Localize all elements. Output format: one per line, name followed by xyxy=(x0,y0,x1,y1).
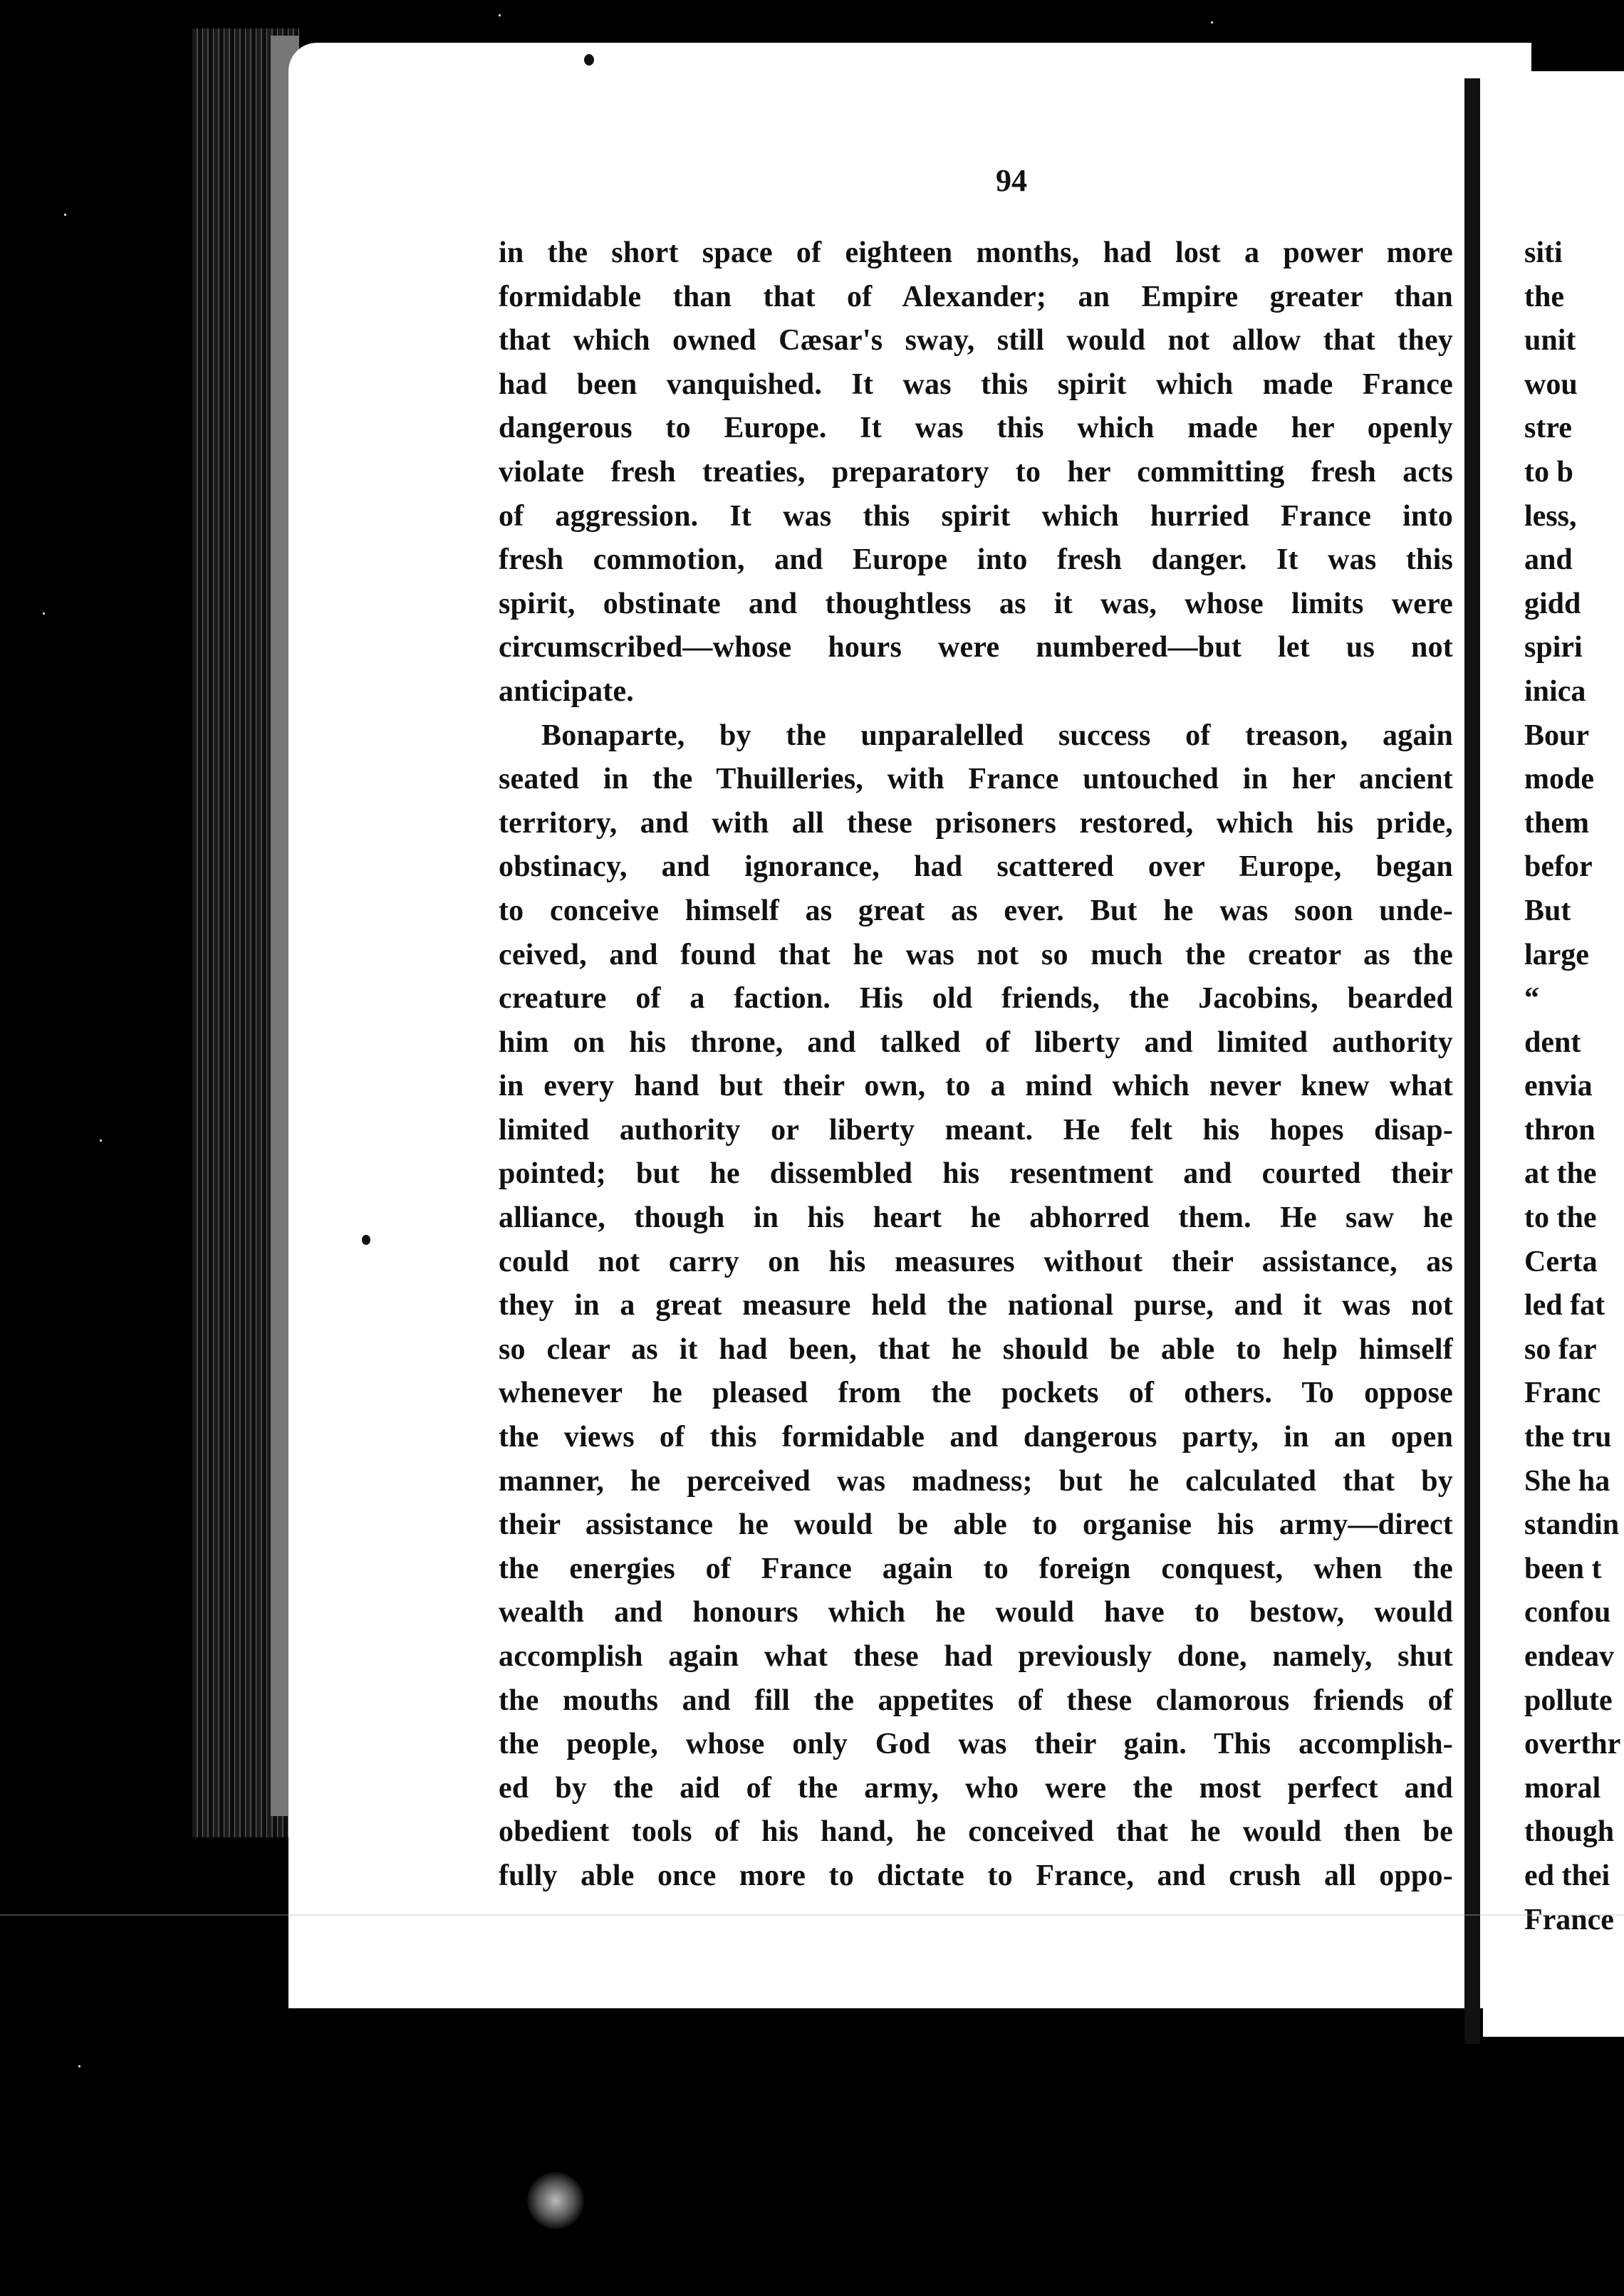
right-line: moral xyxy=(1524,1771,1601,1805)
right-line: standin xyxy=(1524,1508,1620,1542)
right-line: thron xyxy=(1524,1113,1596,1147)
right-line: stre xyxy=(1524,412,1572,445)
right-line: wou xyxy=(1524,367,1578,401)
text-line: dangerous to Europe. It was this which made her openly xyxy=(499,412,1453,445)
right-line: confou xyxy=(1524,1596,1611,1629)
right-line: “ xyxy=(1524,982,1539,1016)
page-number: 94 xyxy=(996,163,1027,198)
speck xyxy=(499,14,501,16)
text-line: the mouths and fill the appetites of these clamorous friends of xyxy=(499,1684,1453,1717)
right-line: led fat xyxy=(1524,1289,1605,1322)
text-line: anticipate. xyxy=(499,674,635,708)
right-line: been t xyxy=(1524,1552,1602,1585)
text-line: wealth and honours which he would have to bestow, would xyxy=(499,1596,1453,1629)
text-line: violate fresh treaties, preparatory to her committing fresh acts xyxy=(499,455,1453,489)
right-line: and xyxy=(1524,543,1573,577)
right-line: envia xyxy=(1524,1070,1593,1103)
text-line: to conceive himself as great as ever. But he was soon unde- xyxy=(499,894,1453,927)
speck xyxy=(64,214,66,216)
text-line: formidable than that of Alexander; an Empire greater than xyxy=(499,280,1453,313)
right-line: the tru xyxy=(1524,1421,1612,1454)
right-line: pollute xyxy=(1524,1684,1613,1717)
text-line: pointed; but he dissembled his resentment and courted their xyxy=(499,1157,1453,1191)
text-line: in every hand but their own, to a mind which never knew what xyxy=(499,1070,1453,1103)
right-line: them xyxy=(1524,806,1589,840)
right-line: though xyxy=(1524,1815,1615,1849)
scan-artifact-line xyxy=(0,1914,1624,1916)
text-line: limited authority or liberty meant. He felt his hopes disap- xyxy=(499,1113,1453,1147)
right-line: at the xyxy=(1524,1157,1597,1191)
text-line: accomplish again what these had previously done, namely, shut xyxy=(499,1640,1453,1673)
right-line: But xyxy=(1524,894,1571,927)
text-line: ceived, and found that he was not so much the creator as the xyxy=(499,938,1453,971)
ink-spot xyxy=(584,54,594,66)
right-line: spiri xyxy=(1524,631,1583,664)
right-line: She ha xyxy=(1524,1464,1610,1498)
right-page-text xyxy=(1524,231,1624,1942)
text-line: so clear as it had been, that he should be able to help himself xyxy=(499,1332,1453,1366)
text-line: of aggression. It was this spirit which hurried France into xyxy=(499,499,1453,533)
text-line: spirit, obstinate and thoughtless as it was, whose limits were xyxy=(499,587,1453,620)
right-line: the xyxy=(1524,280,1564,313)
text-line: alliance, though in his heart he abhorred them. He saw he xyxy=(499,1201,1453,1235)
text-line: fully able once more to dictate to France, and crush all oppo- xyxy=(499,1859,1453,1892)
text-line: him on his throne, and talked of liberty and limited authority xyxy=(499,1026,1453,1059)
text-line: territory, and with all these prisoners restored, which his pride, xyxy=(499,806,1453,840)
text-line: creature of a faction. His old friends, the Jacobins, bearded xyxy=(499,982,1453,1016)
text-line: obstinacy, and ignorance, had scattered over Europe, began xyxy=(499,850,1453,884)
right-line: gidd xyxy=(1524,587,1581,620)
right-line: inica xyxy=(1524,674,1586,708)
right-line: Certa xyxy=(1524,1245,1598,1278)
text-line: they in a great measure held the national purse, and it was not xyxy=(499,1289,1453,1322)
text-line: the people, whose only God was their gain. This accomplish- xyxy=(499,1728,1453,1761)
main-text-block xyxy=(499,231,1453,1899)
text-line: fresh commotion, and Europe into fresh danger. It was this xyxy=(499,543,1453,577)
scan-glare xyxy=(527,2172,584,2229)
right-line: Franc xyxy=(1524,1377,1601,1410)
right-line: mode xyxy=(1524,763,1594,796)
text-line: the energies of France again to foreign conquest, when the xyxy=(499,1552,1453,1585)
right-line: ed thei xyxy=(1524,1859,1610,1892)
text-line: whenever he pleased from the pockets of others. To oppose xyxy=(499,1377,1453,1410)
speck xyxy=(1211,21,1213,24)
text-line: that which owned Cæsar's sway, still would not allow that they xyxy=(499,324,1453,358)
speck xyxy=(43,612,45,615)
text-line: seated in the Thuilleries, with France untouched in her ancient xyxy=(499,763,1453,796)
right-line: endeav xyxy=(1524,1640,1614,1673)
text-line: had been vanquished. It was this spirit which made France xyxy=(499,367,1453,401)
text-line: the views of this formidable and dangerous party, in an open xyxy=(499,1421,1453,1454)
text-line: in the short space of eighteen months, had lost a power more xyxy=(499,236,1453,269)
right-line: unit xyxy=(1524,324,1576,358)
text-line: manner, he perceived was madness; but he calculated that by xyxy=(499,1464,1453,1498)
right-line: Bour xyxy=(1524,719,1590,752)
speck xyxy=(100,1139,102,1142)
text-line: Bonaparte, by the unparalelled success of treason, again xyxy=(541,719,1453,752)
right-line: so far xyxy=(1524,1332,1597,1366)
right-line: befor xyxy=(1524,850,1593,884)
right-line: large xyxy=(1524,938,1589,971)
right-line: to the xyxy=(1524,1201,1597,1235)
text-line: their assistance he would be able to organise his army—direct xyxy=(499,1508,1453,1542)
gutter xyxy=(1464,78,1480,2044)
right-line: siti xyxy=(1524,236,1563,269)
text-line: circumscribed—whose hours were numbered—but let us not xyxy=(499,631,1453,664)
text-line: ed by the aid of the army, who were the most perfect and xyxy=(499,1771,1453,1805)
ink-spot xyxy=(362,1235,370,1245)
right-line: less, xyxy=(1524,499,1577,533)
right-line: dent xyxy=(1524,1026,1581,1059)
right-line: overthr xyxy=(1524,1728,1621,1761)
right-line: to b xyxy=(1524,455,1573,489)
text-line: could not carry on his measures without their assistance, as xyxy=(499,1245,1453,1278)
text-line: obedient tools of his hand, he conceived that he would then be xyxy=(499,1815,1453,1849)
speck xyxy=(78,2065,80,2067)
right-line: France xyxy=(1524,1903,1614,1936)
